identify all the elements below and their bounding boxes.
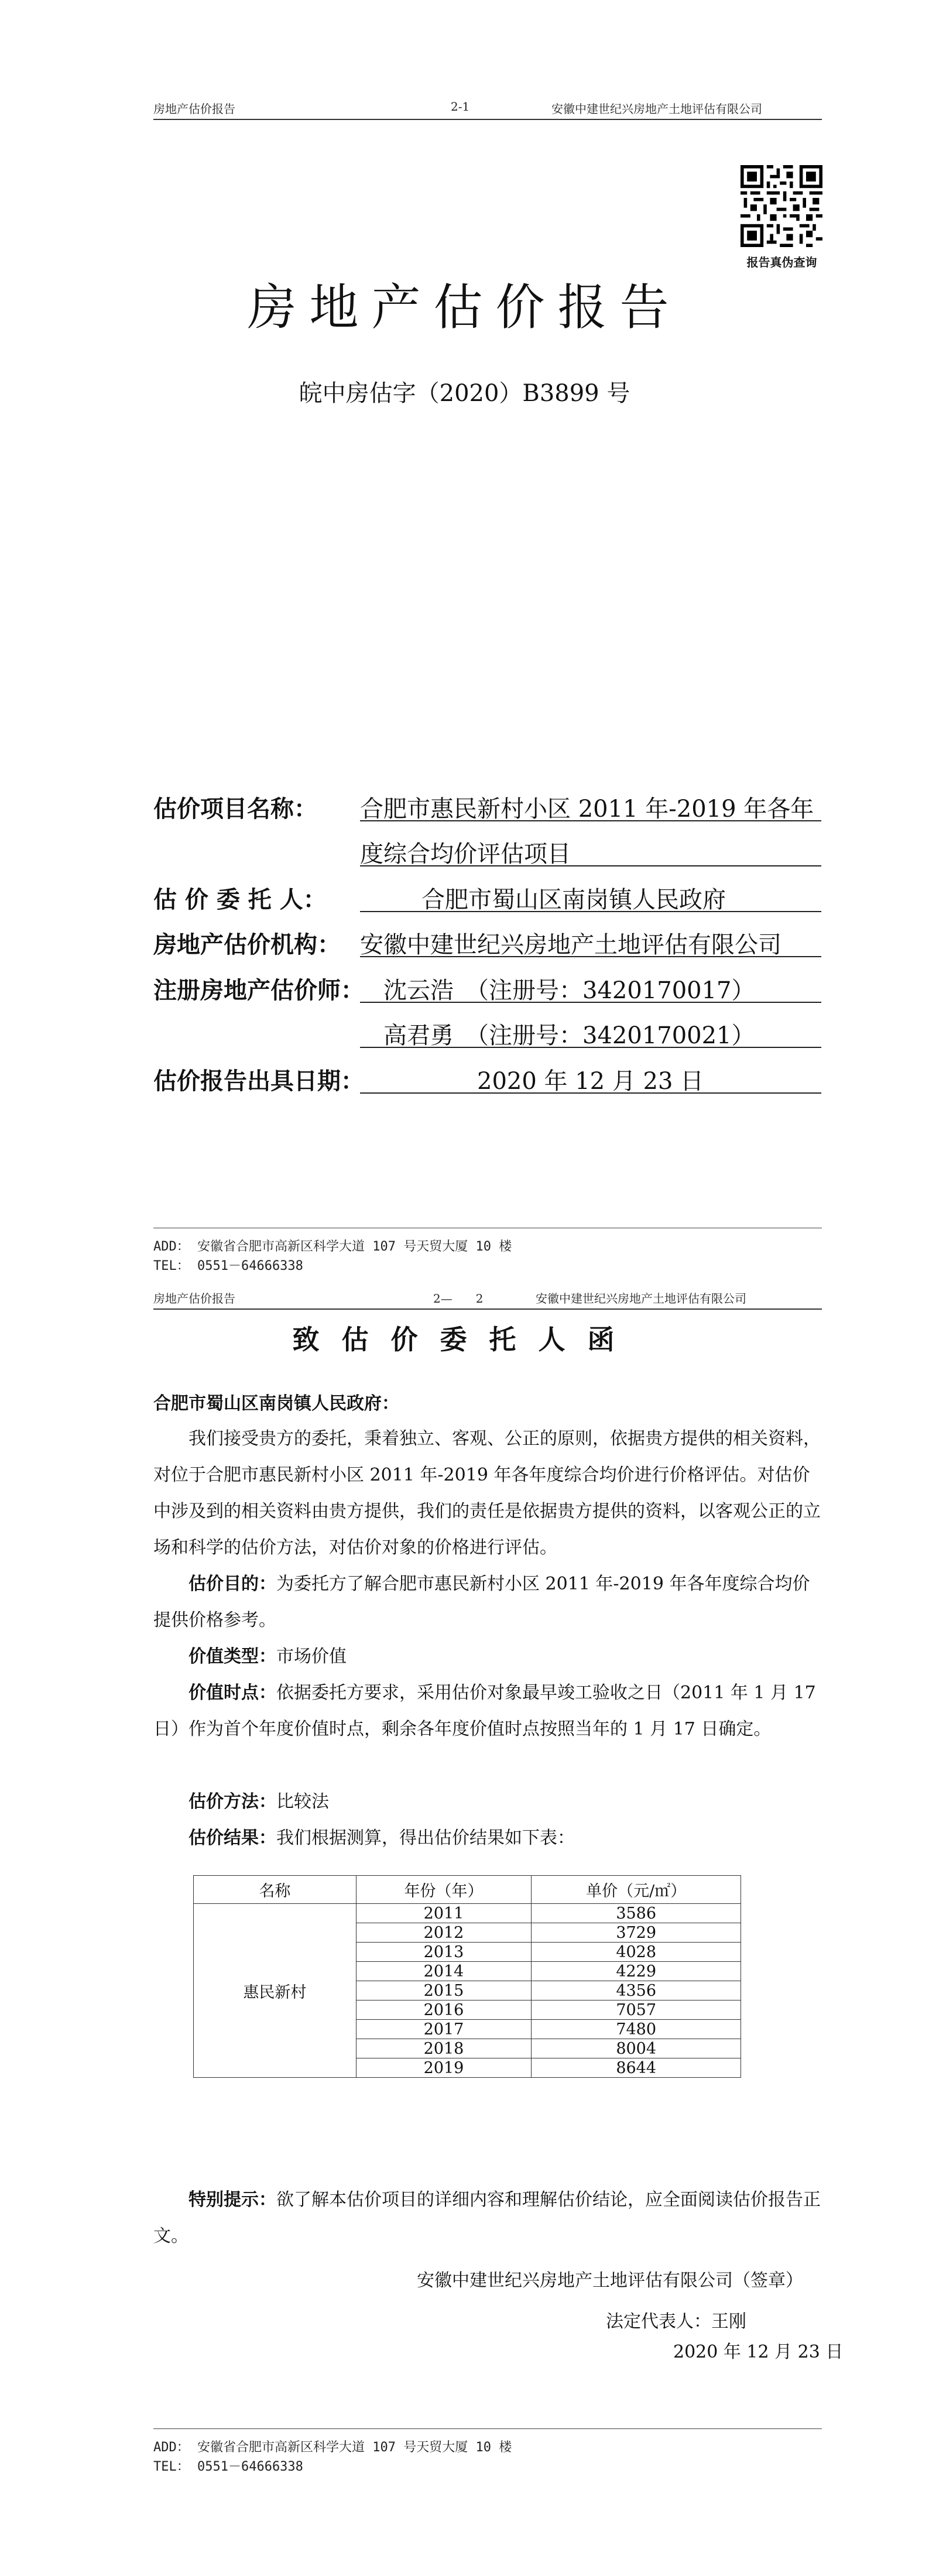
year-cell: 2018 [356, 2039, 532, 2058]
underline [360, 1002, 821, 1003]
value-date-label: 价值时点： [188, 1683, 276, 1703]
header-right: 安徽中建世纪兴房地产土地评估有限公司 [551, 102, 762, 116]
underline [360, 1092, 821, 1094]
underline [360, 865, 821, 866]
year-cell: 2017 [356, 2020, 532, 2039]
header-name: 名称 [194, 1876, 356, 1904]
project-name-line1: 合肥市惠民新村小区 2011 年-2019 年各年 [360, 796, 814, 823]
year-cell: 2013 [356, 1943, 532, 1962]
price-cell: 4229 [532, 1962, 741, 1981]
footer-address: ADD： 安徽省合肥市高新区科学大道 107 号天贸大厦 10 楼 [153, 1239, 512, 1254]
price-cell: 8644 [532, 2058, 741, 2078]
notice-paragraph [153, 2182, 821, 2255]
purpose-paragraph [153, 1566, 821, 1639]
price-cell: 3729 [532, 1923, 741, 1943]
year-cell: 2011 [356, 1904, 532, 1923]
report-date-label: 估价报告出具日期： [153, 1067, 364, 1095]
signer-date: 2020 年 12 月 23 日 [673, 2342, 844, 2362]
appraiser-2: 高君勇 （注册号：3420170021） [383, 1022, 755, 1049]
report-date-value: 2020 年 12 月 23 日 [477, 1068, 704, 1095]
header-left: 房地产估价报告 [153, 1292, 235, 1306]
header-right: 安徽中建世纪兴房地产土地评估有限公司 [536, 1292, 746, 1306]
report-number: 皖中房估字（2020）B3899 号 [299, 380, 630, 407]
value-type-text: 市场价值 [276, 1646, 347, 1667]
method-paragraph [153, 1784, 821, 1820]
header-year: 年份（年） [356, 1876, 532, 1904]
agency-label: 房地产估价机构： [153, 931, 341, 958]
signer-company: 安徽中建世纪兴房地产土地评估有限公司（签章） [417, 2270, 803, 2291]
signer-representative: 法定代表人：王刚 [606, 2311, 746, 2332]
footer-tel: TEL： 0551－64666338 [153, 2459, 303, 2474]
underline [360, 820, 821, 821]
price-cell: 4028 [532, 1943, 741, 1962]
footer-tel: TEL： 0551－64666338 [153, 1259, 303, 1273]
value-date-text: 依据委托方要求，采用估价对象最早竣工验收之日（2011 年 1 月 17 日）作为首个年度价值时点，剩余各年度价值时点按照当年的 1 月 17 日确定。 [153, 1683, 816, 1739]
footer-rule [153, 2428, 822, 2429]
footer-address: ADD： 安徽省合肥市高新区科学大道 107 号天贸大厦 10 楼 [153, 2440, 512, 2455]
project-name-label: 估价项目名称： [153, 795, 317, 823]
header-rule [153, 1308, 822, 1310]
price-cell: 3586 [532, 1904, 741, 1923]
underline [360, 911, 821, 912]
year-cell: 2015 [356, 1981, 532, 2000]
property-name-cell: 惠民新村 [194, 1904, 356, 2078]
notice-label: 特别提示： [188, 2190, 276, 2210]
table-row [194, 1904, 741, 1923]
header-price: 单价（元/㎡） [532, 1876, 741, 1904]
price-cell: 7057 [532, 2000, 741, 2020]
table-header-row [194, 1876, 741, 1904]
result-intro-text: 我们根据测算，得出估价结果如下表： [276, 1828, 575, 1848]
header-rule [153, 119, 822, 120]
addressee: 合肥市蜀山区南岗镇人民政府： [153, 1393, 399, 1414]
appraiser-label: 注册房地产估价师： [153, 977, 364, 1004]
header-page-number: 2— 2 [433, 1292, 484, 1306]
result-table [193, 1875, 741, 2078]
price-cell: 7480 [532, 2020, 741, 2039]
result-paragraph [153, 1820, 821, 1856]
client-value: 合肥市蜀山区南岗镇人民政府 [421, 886, 726, 913]
letter-title: 致估价委托人函 [292, 1324, 637, 1355]
underline [360, 956, 821, 957]
purpose-text: 为委托方了解合肥市惠民新村小区 2011 年-2019 年各年度综合均价提供价格参考。 [153, 1574, 810, 1630]
year-cell: 2012 [356, 1923, 532, 1943]
underline [360, 1047, 821, 1048]
report-title: 房地产估价报告 [247, 279, 682, 336]
year-cell: 2014 [356, 1962, 532, 1981]
purpose-label: 估价目的： [188, 1574, 276, 1594]
header-page-number: 2-1 [451, 100, 470, 114]
project-name-line2: 度综合均价评估项目 [360, 841, 571, 868]
appraiser-1: 沈云浩 （注册号：3420170017） [383, 977, 755, 1004]
price-cell: 4356 [532, 1981, 741, 2000]
qr-code-icon [741, 165, 822, 247]
value-date-paragraph [153, 1675, 821, 1748]
method-text: 比较法 [276, 1791, 329, 1812]
client-label: 估 价 委 托 人： [153, 886, 327, 913]
qr-caption: 报告真伪查询 [746, 255, 817, 269]
year-cell: 2016 [356, 2000, 532, 2020]
intro-paragraph: 我们接受贵方的委托，秉着独立、客观、公正的原则，依据贵方提供的相关资料，对位于合肥市惠民新村小区 2011 年-2019 年各年度综合均价进行价格评估。对估价中涉及到的相关资料由贵方提供，我们的责任是依据贵方提供的资料，以客观公正的立场和科学的估价方法，对估价对象的价格进行评估。 [153, 1429, 821, 1558]
result-label: 估价结果： [188, 1828, 276, 1848]
header-left: 房地产估价报告 [153, 102, 235, 116]
method-label: 估价方法： [188, 1791, 276, 1812]
year-cell: 2019 [356, 2058, 532, 2078]
value-type-label: 价值类型： [188, 1646, 276, 1667]
notice-text: 欲了解本估价项目的详细内容和理解估价结论，应全面阅读估价报告正文。 [153, 2190, 821, 2246]
agency-value: 安徽中建世纪兴房地产土地评估有限公司 [360, 931, 781, 958]
price-cell: 8004 [532, 2039, 741, 2058]
value-type-paragraph [153, 1639, 821, 1675]
